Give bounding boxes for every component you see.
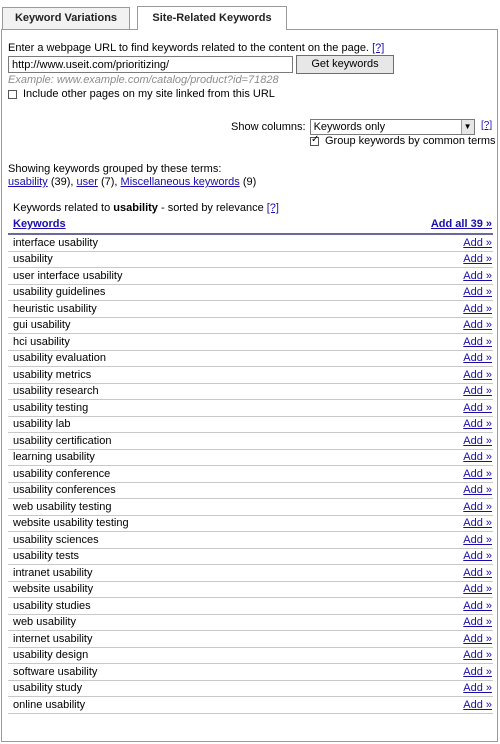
keyword-table bbox=[8, 217, 493, 714]
table-row bbox=[8, 631, 493, 648]
keyword-text: interface usability bbox=[13, 236, 98, 249]
table-row bbox=[8, 351, 493, 368]
group-option bbox=[310, 135, 496, 147]
keyword-text: usability studies bbox=[13, 599, 91, 612]
tab-site-related-keywords[interactable]: Site-Related Keywords bbox=[137, 6, 287, 30]
keyword-text: internet usability bbox=[13, 632, 93, 645]
table-row bbox=[8, 664, 493, 681]
columns-help-link[interactable]: [?] bbox=[481, 120, 493, 131]
table-row bbox=[8, 466, 493, 483]
term-count: (9) bbox=[242, 176, 257, 188]
keyword-text: usability sciences bbox=[13, 533, 99, 546]
add-keyword-link[interactable]: Add » bbox=[463, 385, 492, 398]
url-example: Example: www.example.com/catalog/product?id=71828 bbox=[8, 74, 279, 86]
grouping-intro: Showing keywords grouped by these terms: bbox=[8, 163, 222, 175]
include-pages-checkbox[interactable] bbox=[8, 90, 17, 99]
add-keyword-link[interactable]: Add » bbox=[463, 599, 492, 612]
get-keywords-button[interactable]: Get keywords bbox=[296, 55, 394, 74]
table-row bbox=[8, 367, 493, 384]
results-title bbox=[13, 202, 279, 214]
keyword-text: usability study bbox=[13, 682, 83, 695]
url-prompt bbox=[8, 42, 384, 54]
table-row bbox=[8, 450, 493, 467]
url-input[interactable] bbox=[8, 56, 293, 73]
table-row bbox=[8, 417, 493, 434]
add-keyword-link[interactable]: Add » bbox=[463, 253, 492, 266]
add-keyword-link[interactable]: Add » bbox=[463, 682, 492, 695]
table-row bbox=[8, 565, 493, 582]
keyword-text: online usability bbox=[13, 698, 86, 711]
grouping-summary bbox=[8, 163, 256, 189]
keyword-text: usability certification bbox=[13, 434, 112, 447]
grouping-terms bbox=[8, 176, 256, 189]
keyword-text: usability evaluation bbox=[13, 352, 106, 365]
keyword-text: heuristic usability bbox=[13, 302, 97, 315]
add-keyword-link[interactable]: Add » bbox=[463, 583, 492, 596]
keyword-text: usability guidelines bbox=[13, 286, 106, 299]
show-columns-select[interactable] bbox=[310, 119, 475, 135]
keyword-text: usability bbox=[13, 253, 53, 266]
keyword-text: website usability testing bbox=[13, 517, 129, 530]
chevron-down-icon[interactable]: ▼ bbox=[461, 120, 474, 134]
keywords-column-header[interactable]: Keywords bbox=[13, 218, 66, 230]
table-row bbox=[8, 433, 493, 450]
keyword-text: usability conferences bbox=[13, 484, 116, 497]
add-keyword-link[interactable]: Add » bbox=[463, 434, 492, 447]
url-prompt-text: Enter a webpage URL to find keywords related to the content on the page. bbox=[8, 42, 369, 54]
add-keyword-link[interactable]: Add » bbox=[463, 401, 492, 414]
add-keyword-link[interactable]: Add » bbox=[463, 418, 492, 431]
results-title-suffix: - sorted by relevance bbox=[160, 202, 264, 214]
add-keyword-link[interactable]: Add » bbox=[463, 335, 492, 348]
add-keyword-link[interactable]: Add » bbox=[463, 616, 492, 629]
term-link-miscellaneous[interactable]: Miscellaneous keywords bbox=[120, 176, 240, 188]
keyword-text: usability tests bbox=[13, 550, 80, 563]
add-keyword-link[interactable]: Add » bbox=[463, 451, 492, 464]
add-keyword-link[interactable]: Add » bbox=[463, 533, 492, 546]
tab-bar bbox=[0, 0, 500, 30]
keyword-text: intranet usability bbox=[13, 566, 93, 579]
results-help-link[interactable]: [?] bbox=[266, 202, 279, 214]
term-link-usability[interactable]: usability bbox=[8, 176, 48, 188]
keyword-text: web usability testing bbox=[13, 500, 112, 513]
add-all-link[interactable]: Add all 39 » bbox=[430, 218, 492, 230]
table-row bbox=[8, 235, 493, 252]
keyword-text: software usability bbox=[13, 665, 98, 678]
keyword-text: usability metrics bbox=[13, 368, 92, 381]
keyword-table-header bbox=[8, 217, 493, 235]
table-row bbox=[8, 615, 493, 632]
table-row bbox=[8, 301, 493, 318]
table-row bbox=[8, 582, 493, 599]
show-columns-label: Show columns: bbox=[231, 121, 306, 133]
table-row bbox=[8, 598, 493, 615]
keyword-text: user interface usability bbox=[13, 269, 123, 282]
add-keyword-link[interactable]: Add » bbox=[463, 269, 492, 282]
keyword-text: hci usability bbox=[13, 335, 70, 348]
add-keyword-link[interactable]: Add » bbox=[463, 632, 492, 645]
group-keywords-checkbox[interactable] bbox=[310, 137, 319, 146]
site-related-panel bbox=[1, 29, 498, 742]
table-row bbox=[8, 549, 493, 566]
table-row bbox=[8, 483, 493, 500]
add-keyword-link[interactable]: Add » bbox=[463, 500, 492, 513]
show-columns-selected: Keywords only bbox=[313, 121, 386, 133]
table-row bbox=[8, 334, 493, 351]
add-keyword-link[interactable]: Add » bbox=[463, 517, 492, 530]
add-keyword-link[interactable]: Add » bbox=[463, 665, 492, 678]
term-count: (39), bbox=[50, 176, 74, 188]
add-keyword-link[interactable]: Add » bbox=[463, 368, 492, 381]
add-keyword-link[interactable]: Add » bbox=[463, 566, 492, 579]
table-row bbox=[8, 697, 493, 714]
table-row bbox=[8, 648, 493, 665]
table-row bbox=[8, 532, 493, 549]
table-row bbox=[8, 252, 493, 269]
table-row bbox=[8, 400, 493, 417]
table-row bbox=[8, 384, 493, 401]
keyword-rows bbox=[8, 235, 493, 714]
add-keyword-link[interactable]: Add » bbox=[463, 352, 492, 365]
add-keyword-link[interactable]: Add » bbox=[463, 236, 492, 249]
add-keyword-link[interactable]: Add » bbox=[463, 467, 492, 480]
include-pages-option bbox=[8, 88, 275, 100]
add-keyword-link[interactable]: Add » bbox=[463, 302, 492, 315]
url-help-link[interactable]: [?] bbox=[372, 42, 385, 54]
group-keywords-label: Group keywords by common terms bbox=[325, 135, 496, 147]
term-count: (7), bbox=[100, 176, 118, 188]
add-keyword-link[interactable]: Add » bbox=[463, 286, 492, 299]
add-keyword-link[interactable]: Add » bbox=[463, 484, 492, 497]
keyword-text: usability testing bbox=[13, 401, 89, 414]
include-pages-label: Include other pages on my site linked from this URL bbox=[23, 88, 275, 100]
keyword-text: usability research bbox=[13, 385, 99, 398]
keyword-text: usability lab bbox=[13, 418, 71, 431]
keyword-text: web usability bbox=[13, 616, 76, 629]
keyword-text: website usability bbox=[13, 583, 94, 596]
table-row bbox=[8, 268, 493, 285]
table-row bbox=[8, 499, 493, 516]
add-keyword-link[interactable]: Add » bbox=[463, 649, 492, 662]
table-row bbox=[8, 285, 493, 302]
table-row bbox=[8, 516, 493, 533]
keyword-text: usability design bbox=[13, 649, 89, 662]
keyword-text: usability conference bbox=[13, 467, 111, 480]
results-title-prefix: Keywords related to bbox=[13, 202, 111, 214]
keyword-text: gui usability bbox=[13, 319, 71, 332]
term-link-user[interactable]: user bbox=[76, 176, 98, 188]
table-row bbox=[8, 318, 493, 335]
keyword-text: learning usability bbox=[13, 451, 95, 464]
show-columns-control bbox=[231, 119, 475, 135]
add-keyword-link[interactable]: Add » bbox=[463, 550, 492, 563]
tab-keyword-variations[interactable]: Keyword Variations bbox=[2, 7, 130, 29]
results-title-term: usability bbox=[113, 202, 158, 214]
add-keyword-link[interactable]: Add » bbox=[463, 698, 492, 711]
add-keyword-link[interactable]: Add » bbox=[463, 319, 492, 332]
table-row bbox=[8, 681, 493, 698]
